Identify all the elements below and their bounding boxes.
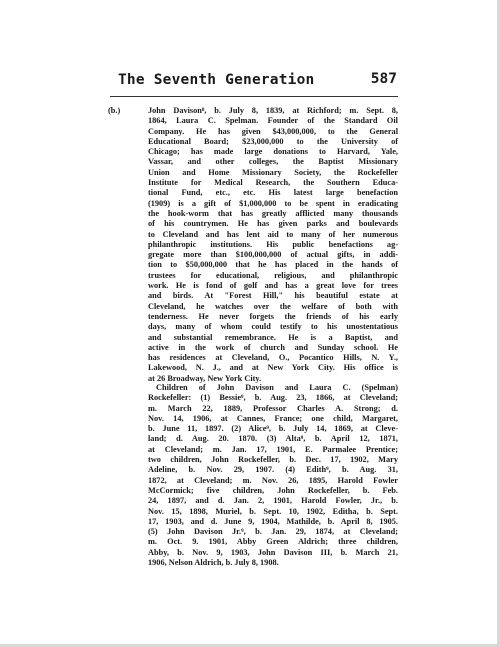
text-line: to Cleveland and has lent aid to many of her numerous <box>148 229 398 239</box>
running-title: The Seventh Generation <box>118 72 315 88</box>
text-line: Cleveland, he watches over the welfare of both with <box>148 301 398 311</box>
text-line: Company. He has given $43,000,000, to the General <box>148 126 398 136</box>
text-line: and birds. At "Forest Hill," his beautiful estate at <box>148 291 398 301</box>
text-line: (1909) is a gift of $1,000,000 to be spent in eradicating <box>148 198 398 208</box>
text-line: Educational Board; $23,000,000 to the University of <box>148 136 398 146</box>
text-line: at Cleveland; m. Jan. 17, 1901, E. Parmalee Prentice; <box>148 444 398 454</box>
text-line: b. June 11, 1897. (2) Alice⁹, b. July 14, 1869, at Cleve- <box>148 424 398 434</box>
text-line: Chicago; has made large donations to Harvard, Yale, <box>148 147 398 157</box>
text-line: McCormick; five children, John Rockefeller, b. Feb. <box>148 485 398 495</box>
text-line: Union and Home Missionary Society, the Rockefeller <box>148 167 398 177</box>
text-line: of his countrymen. He has given parks and boulevards <box>148 219 398 229</box>
header-rule <box>110 96 398 97</box>
text-line: Rockefeller: (1) Bessie⁹, b. Aug. 23, 1866, at Cleveland; <box>148 393 398 403</box>
text-line: and substantial remembrance. He is a Baptist, and <box>148 332 398 342</box>
text-line: 1872, at Cleveland; m. Nov. 26, 1895, Harold Fowler <box>148 475 398 485</box>
text-line: Nov. 15, 1898, Muriel, b. Sept. 10, 1902, Editha, b. Sept. <box>148 506 398 516</box>
text-line: active in the work of church and Sunday school. He <box>148 342 398 352</box>
text-line: Institute for Medical Research, the Southern Educa- <box>148 178 398 188</box>
text-line: tion to $50,000,000 that he has placed in the hands of <box>148 260 398 270</box>
entry-body <box>148 106 398 384</box>
text-line: days, many of whom could testify to his unostentatious <box>148 322 398 332</box>
text-line: gregate more than $100,000,000 of actual gifts, in addi- <box>148 250 398 260</box>
text-line: has residences at Cleveland, O., Pocantico Hills, N. Y., <box>148 353 398 363</box>
text-line: land; d. Aug. 20. 1870. (3) Alta⁹, b. April 12, 1871, <box>148 434 398 444</box>
text-line: at 26 Broadway, New York City. <box>148 373 262 383</box>
text-line: the hook-worm that has greatly afflicted many thousands <box>148 208 398 218</box>
text-line: tenderness. He never forgets the friends of his early <box>148 311 398 321</box>
text-line: Nov. 14, 1906, at Cannes, France; one child, Margaret, <box>148 413 398 423</box>
text-line: (5) John Davison Jr.⁹, b. Jan. 29, 1874, at Cleveland; <box>148 527 398 537</box>
text-line: 24, 1897, and d. Jan. 2, 1901, Harold Fowler, Jr., b. <box>148 496 398 506</box>
text-line: Children of John Davison and Laura C. (Spelman) <box>156 383 398 392</box>
text-line: tional Fund, etc., etc. His latest large benefaction <box>148 188 398 198</box>
text-line: philanthropic institutions. His public benefactions ag- <box>148 239 398 249</box>
text-line: Abby, b. Nov. 9, 1903, John Davison III, b. March 21, <box>148 547 398 557</box>
text-line: m. March 22, 1889, Professor Charles A. Strong; d. <box>148 403 398 413</box>
text-line: 1906, Nelson Aldrich, b. July 8, 1908. <box>148 558 279 568</box>
text-line: m. Oct. 9. 1901, Abby Green Aldrich; three children, <box>148 537 398 547</box>
children-paragraph <box>148 383 398 568</box>
page-number: 587 <box>370 71 397 87</box>
text-line: 17, 1903, and d. June 9, 1904, Mathilde, b. April 8, 1905. <box>148 516 398 526</box>
text-line: Lakewood, N. J., and at New York City. His office is <box>148 363 398 373</box>
text-line: Adeline, b. Nov. 29, 1907. (4) Edith⁹, b. Aug. 31, <box>148 465 398 475</box>
text-line: two children, John Rockefeller, b. Dec. 17, 1902, Mary <box>148 455 398 465</box>
text-line: trustees for educational, religious, and philanthropic <box>148 270 398 280</box>
text-line: Vassar, and other colleges, the Baptist Missionary <box>148 157 398 167</box>
text-line: John Davison⁸, b. July 8, 1839, at Richford; m. Sept. 8, <box>148 106 398 115</box>
page-header <box>118 71 397 94</box>
text-line: work. He is fond of golf and has a great love for trees <box>148 281 398 291</box>
entry-label: (b.) <box>108 106 121 115</box>
text-line: 1864, Laura C. Spelman. Founder of the Standard Oil <box>148 116 398 126</box>
